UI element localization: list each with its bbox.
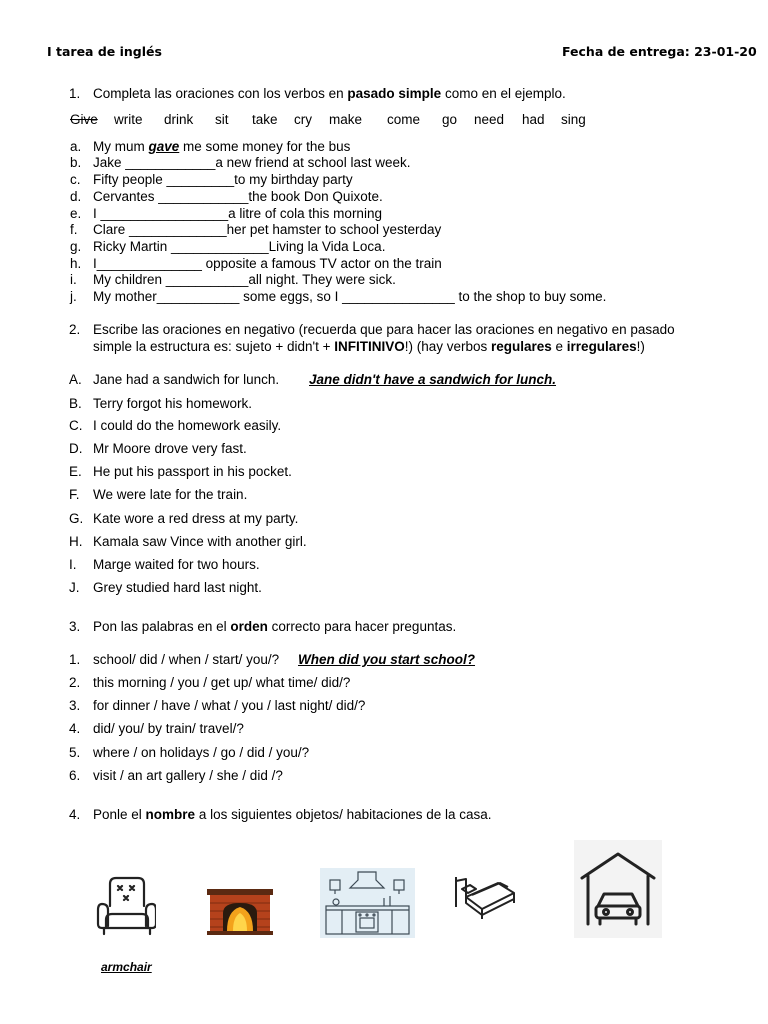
exercise-3-item: where / on holidays / go / did / you/?: [93, 745, 310, 760]
word-bank-word: write: [114, 112, 143, 127]
exercise-4-number: 4.: [69, 807, 81, 822]
exercise-1-instructions: Completa las oraciones con los verbos en pasado simple como en el ejemplo.: [93, 86, 566, 101]
exercise-3-item: school/ did / when / start/ you/?: [93, 652, 280, 667]
word-bank-word: take: [252, 112, 278, 127]
item-letter: f.: [70, 222, 78, 237]
exercise-1-item: Fifty people _________to my birthday party: [93, 172, 353, 187]
exercise-1-item: I______________ opposite a famous TV actor on the train: [93, 256, 442, 271]
exercise-2-item: We were late for the train.: [93, 487, 248, 502]
word-bank-word: had: [522, 112, 545, 127]
exercise-2-item: Marge waited for two hours.: [93, 557, 260, 572]
exercise-2-item: Grey studied hard last night.: [93, 580, 262, 595]
bed-icon: [452, 873, 518, 921]
word-bank-word: drink: [164, 112, 194, 127]
item-letter: a.: [70, 139, 82, 154]
item-letter: G.: [69, 511, 84, 526]
example-answer: gave: [148, 139, 180, 154]
item-letter: H.: [69, 534, 83, 549]
word-bank-word: come: [387, 112, 421, 127]
exercise-3-instructions: Pon las palabras en el orden correcto para hacer preguntas.: [93, 619, 457, 634]
item-letter: D.: [69, 441, 83, 456]
item-number: 6.: [69, 768, 81, 783]
exercise-2-item: I could do the homework easily.: [93, 418, 282, 433]
item-number: 5.: [69, 745, 81, 760]
item-letter: c.: [70, 172, 81, 187]
exercise-2-number: 2.: [69, 322, 81, 337]
exercise-2-item: Jane had a sandwich for lunch.: [93, 372, 280, 387]
word-bank-word: need: [474, 112, 505, 127]
item-letter: b.: [70, 155, 82, 170]
exercise-1-item: Jake ____________a new friend at school last week.: [93, 155, 411, 170]
exercise-2-item: Kamala saw Vince with another girl.: [93, 534, 307, 549]
item-letter: C.: [69, 418, 83, 433]
worksheet-title: I tarea de inglés: [47, 44, 162, 59]
exercise-1-item: My children ___________all night. They were sick.: [93, 272, 396, 287]
item-letter: I.: [69, 557, 77, 572]
item-number: 4.: [69, 721, 81, 736]
exercise-4-instructions: Ponle el nombre a los siguientes objetos/ habitaciones de la casa.: [93, 807, 492, 822]
exercise-3-item: visit / an art gallery / she / did /?: [93, 768, 283, 783]
answer-armchair: armchair: [101, 960, 152, 974]
due-date: Fecha de entrega: 23-01-20: [562, 44, 757, 59]
word-bank-word: Give: [70, 112, 98, 127]
exercise-2-item: Kate wore a red dress at my party.: [93, 511, 299, 526]
item-letter: F.: [69, 487, 80, 502]
exercise-1-item: My mother___________ some eggs, so I _______________ to the shop to buy some.: [93, 289, 607, 304]
item-letter: d.: [70, 189, 82, 204]
item-letter: J.: [69, 580, 80, 595]
item-number: 2.: [69, 675, 81, 690]
item-letter: e.: [70, 206, 82, 221]
word-bank-word: cry: [294, 112, 312, 127]
exercise-3-item: for dinner / have / what / you / last night/ did/?: [93, 698, 366, 713]
example-answer: When did you start school?: [298, 652, 476, 667]
kitchen-icon: [320, 868, 415, 938]
exercise-3-number: 3.: [69, 619, 81, 634]
example-answer: Jane didn't have a sandwich for lunch.: [309, 372, 557, 387]
word-bank-word: sing: [561, 112, 586, 127]
exercise-1-number: 1.: [69, 86, 81, 101]
exercise-1-item: Clare _____________her pet hamster to school yesterday: [93, 222, 442, 237]
exercise-3-item: this morning / you / get up/ what time/ did/?: [93, 675, 351, 690]
armchair-icon: [96, 874, 156, 936]
word-bank-word: sit: [215, 112, 229, 127]
exercise-1-item: I _________________a litre of cola this morning: [93, 206, 382, 221]
exercise-2-instructions-line2: simple la estructura es: sujeto + didn't + INFITINIVO!) (hay verbos regulares e irregulares!): [93, 339, 645, 354]
item-letter: j.: [70, 289, 77, 304]
item-letter: E.: [69, 464, 82, 479]
exercise-1-item: Cervantes ____________the book Don Quixote.: [93, 189, 383, 204]
item-letter: h.: [70, 256, 82, 271]
item-letter: A.: [69, 372, 82, 387]
item-letter: g.: [70, 239, 82, 254]
exercise-1-item: Ricky Martin _____________Living la Vida Loca.: [93, 239, 386, 254]
item-letter: i.: [70, 272, 77, 287]
exercise-2-item: Terry forgot his homework.: [93, 396, 253, 411]
item-number: 1.: [69, 652, 81, 667]
word-bank-word: go: [442, 112, 458, 127]
item-number: 3.: [69, 698, 81, 713]
word-bank-word: make: [329, 112, 363, 127]
exercise-2-instructions: Escribe las oraciones en negativo (recuerda que para hacer las oraciones en negativo en pasado: [93, 322, 675, 337]
garage-icon: [574, 840, 662, 938]
exercise-3-item: did/ you/ by train/ travel/?: [93, 721, 244, 736]
exercise-2-item: He put his passport in his pocket.: [93, 464, 292, 479]
exercise-1-item: My mum gave me some money for the bus: [93, 139, 351, 154]
item-letter: B.: [69, 396, 82, 411]
exercise-2-item: Mr Moore drove very fast.: [93, 441, 247, 456]
fireplace-icon: [207, 889, 273, 935]
